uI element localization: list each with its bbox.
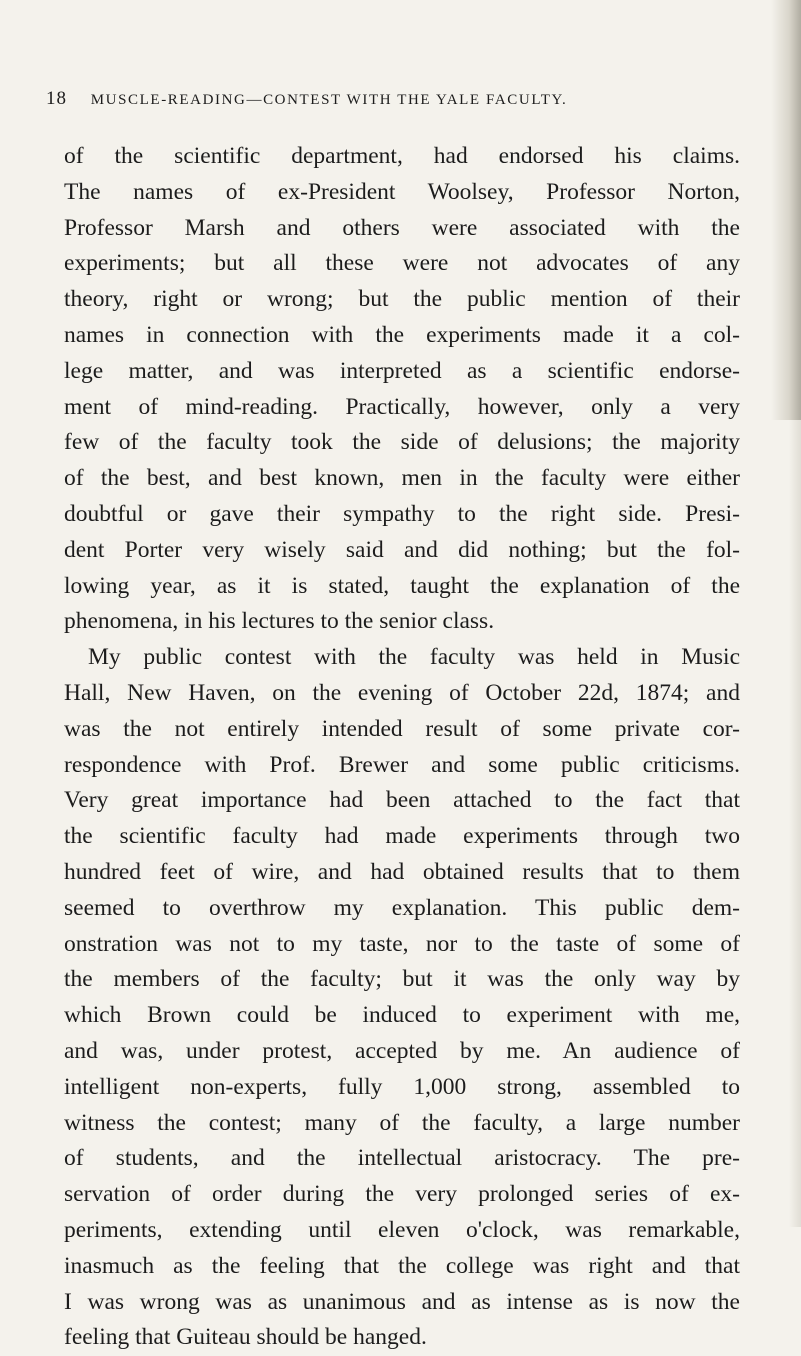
text-line: phenomena, in his lectures to the senior class. <box>64 608 495 635</box>
text-line: lege matter, and was interpreted as a scientific endorse- <box>64 357 740 384</box>
text-line: of students, and the intellectual aristocracy. The pre- <box>64 1145 740 1172</box>
text-line: servation of order during the very prolonged series of ex- <box>64 1181 740 1208</box>
text-line: theory, right or wrong; but the public mention of their <box>64 286 740 313</box>
page-edge-shadow <box>771 0 801 420</box>
text-line: onstration was not to my taste, nor to the taste of some of <box>64 930 740 957</box>
text-line: lowing year, as it is stated, taught the explanation of the <box>64 572 740 599</box>
text-line: I was wrong was as unanimous and as intense as is now the <box>64 1288 740 1315</box>
text-line: doubtful or gave their sympathy to the right side. Presi- <box>64 500 740 527</box>
text-line: inasmuch as the feeling that the college was right and that <box>64 1252 740 1279</box>
text-line: experiments; but all these were not advocates of any <box>64 250 740 277</box>
text-line: the members of the faculty; but it was the only way by <box>64 966 740 993</box>
text-line: Very great importance had been attached to the fact that <box>64 787 740 814</box>
text-line: seemed to overthrow my explanation. This public dem- <box>64 894 740 921</box>
text-line: ment of mind-reading. Practically, however, only a very <box>64 393 740 420</box>
text-line: witness the contest; many of the faculty, a large number <box>64 1109 740 1136</box>
text-line: The names of ex-President Woolsey, Professor Norton, <box>64 178 740 205</box>
text-line: names in connection with the experiments made it a col- <box>64 321 740 348</box>
text-line: My public contest with the faculty was held in Music <box>88 644 740 671</box>
text-line: Professor Marsh and others were associated with the <box>64 214 740 241</box>
text-line: and was, under protest, accepted by me. An audience of <box>64 1037 740 1064</box>
running-head <box>46 88 746 112</box>
text-line: periments, extending until eleven o'clock, was remarkable, <box>64 1216 740 1243</box>
text-line: dent Porter very wisely said and did nothing; but the fol- <box>64 536 740 563</box>
page-number: 18 <box>46 88 67 109</box>
text-line: hundred feet of wire, and had obtained results that to them <box>64 858 740 885</box>
text-line: Hall, New Haven, on the evening of October 22d, 1874; and <box>64 679 740 706</box>
text-line: which Brown could be induced to experiment with me, <box>64 1002 740 1029</box>
page-edge-shadow-lower <box>789 420 801 1227</box>
text-line: respondence with Prof. Brewer and some public criticisms. <box>64 751 740 778</box>
text-line: feeling that Guiteau should be hanged. <box>64 1324 427 1351</box>
text-line: the scientific faculty had made experiments through two <box>64 823 740 850</box>
body-text <box>64 139 740 1356</box>
text-line: intelligent non-experts, fully 1,000 strong, assembled to <box>64 1073 740 1100</box>
text-line: was the not entirely intended result of some private cor- <box>64 715 740 742</box>
text-line: of the scientific department, had endorsed his claims. <box>64 143 740 169</box>
text-line: few of the faculty took the side of delusions; the majority <box>64 429 740 456</box>
running-title: MUSCLE-READING—CONTEST WITH THE YALE FACULTY. <box>90 92 568 108</box>
text-line: of the best, and best known, men in the faculty were either <box>64 465 740 492</box>
